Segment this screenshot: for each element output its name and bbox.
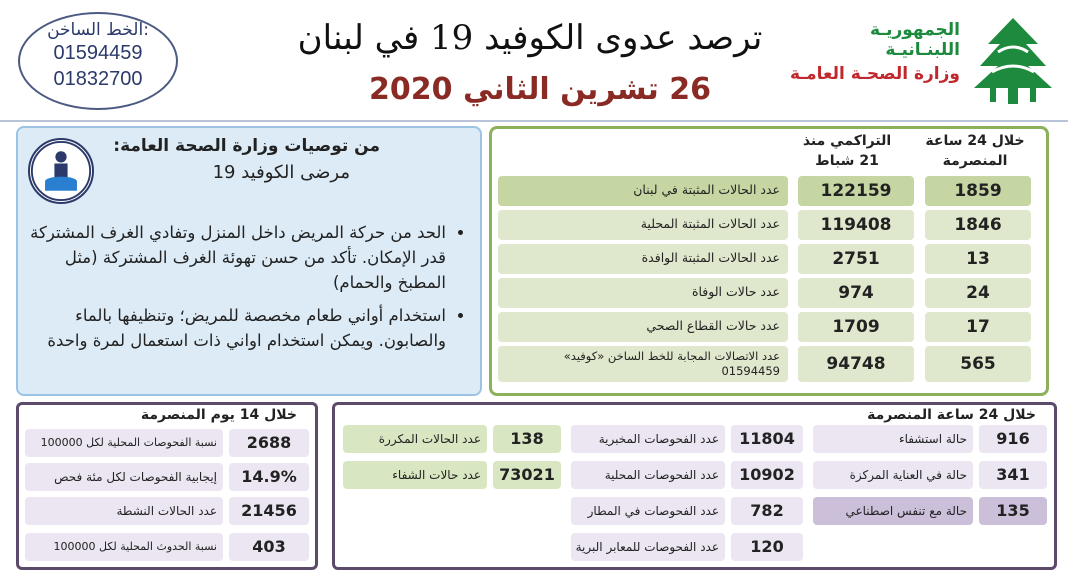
- stat-day-value: 1846: [925, 210, 1031, 240]
- stat-day-value: 24: [925, 278, 1031, 308]
- cedar-logo-icon: [968, 14, 1058, 106]
- metric-label: نسبة الحدوث المحلية لكل 100000: [25, 533, 223, 561]
- stat-day-value: 13: [925, 244, 1031, 274]
- stat-cum-value: 119408: [798, 210, 914, 240]
- header-divider: [0, 120, 1068, 122]
- page-title: ترصد عدوى الكوفيد 19 في لبنان: [297, 18, 763, 58]
- tests-label: عدد الفحوصات في المطار: [571, 497, 725, 525]
- hospital-value: 916: [979, 425, 1047, 453]
- metric-label: عدد الحالات النشطة: [25, 497, 223, 525]
- stat-day-value: 565: [925, 346, 1031, 382]
- metric-value: 14.9%: [229, 463, 309, 491]
- ministry-label: وزارة الصحـة العامـة: [789, 64, 960, 84]
- hotline-badge: [18, 12, 178, 110]
- hospital-value: 135: [979, 497, 1047, 525]
- metric-value: 403: [229, 533, 309, 561]
- metric-label: إيجابية الفحوصات لكل مئة فحص: [25, 463, 223, 491]
- col-header-cumulative: التراكمي منذ 21 شباط: [802, 133, 892, 169]
- other-label: عدد الحالات المكررة: [343, 425, 487, 453]
- other-label: عدد حالات الشفاء: [343, 461, 487, 489]
- stat-label: عدد الحالات المثبتة في لبنان: [498, 176, 788, 206]
- tests-value: 782: [731, 497, 803, 525]
- tests-value: 11804: [731, 425, 803, 453]
- stat-label: عدد الحالات المثبتة المحلية: [498, 210, 788, 240]
- advice-heading: من توصيات وزارة الصحة العامة:: [113, 136, 380, 156]
- hotline-label: الخط الساخن:: [47, 20, 149, 40]
- stat-cum-value: 974: [798, 278, 914, 308]
- tests-value: 120: [731, 533, 803, 561]
- patient-isolation-icon: [28, 138, 94, 204]
- hotline-number: 01832700: [53, 68, 143, 90]
- advice-subheading: مرضى الكوفيد 19: [212, 162, 350, 183]
- report-date: 26 تشرين الثاني 2020: [369, 72, 711, 107]
- stat-cum-value: 2751: [798, 244, 914, 274]
- list-item: • استخدام أواني طعام مخصصة للمريض؛ وتنظيفها بالماء والصابون. ويمكن استخدام اواني ذات استعمال لمرة واحدة: [28, 303, 446, 353]
- republic-label: الجمهوريـة اللبنـانيـة: [869, 20, 960, 60]
- hospital-value: 341: [979, 461, 1047, 489]
- tests-value: 10902: [731, 461, 803, 489]
- other-value: 138: [493, 425, 561, 453]
- stat-day-value: 17: [925, 312, 1031, 342]
- stat-label: عدد حالات الوفاة: [498, 278, 788, 308]
- last-14-days-panel: [16, 402, 318, 570]
- hospital-label: حالة في العناية المركزة: [813, 461, 973, 489]
- metric-value: 21456: [229, 497, 309, 525]
- stat-cum-value: 94748: [798, 346, 914, 382]
- box24-heading: خلال 24 ساعة المنصرمة: [867, 407, 1036, 423]
- ministry-name: [790, 20, 960, 84]
- cases-stats-panel: [489, 126, 1049, 396]
- stat-label: عدد حالات القطاع الصحي: [498, 312, 788, 342]
- stat-day-value: 1859: [925, 176, 1031, 206]
- tests-label: عدد الفحوصات للمعابر البرية: [571, 533, 725, 561]
- other-value: 73021: [493, 461, 561, 489]
- metric-value: 2688: [229, 429, 309, 457]
- tests-label: عدد الفحوصات المخبرية: [571, 425, 725, 453]
- list-item: • الحد من حركة المريض داخل المنزل وتفادي الغرف المشتركة قدر الإمكان. تأكد من حسن تهوئة الغرف المشتركة (مثل المطبخ والحمام): [28, 220, 446, 295]
- hospital-label: حالة استشفاء: [813, 425, 973, 453]
- metric-label: نسبة الفحوصات المحلية لكل 100000: [25, 429, 223, 457]
- stat-cum-value: 1709: [798, 312, 914, 342]
- hospital-label: حالة مع تنفس اصطناعي: [813, 497, 973, 525]
- advice-list: [28, 220, 468, 361]
- stat-label: عدد الحالات المثبتة الوافدة: [498, 244, 788, 274]
- stat-label: عدد الاتصالات المجابة للخط الساخن «كوفيد» 01594459: [498, 346, 788, 382]
- box14-heading: خلال 14 يوم المنصرمة: [140, 407, 297, 423]
- hotline-number: 01594459: [53, 42, 143, 64]
- col-header-24h: خلال 24 ساعة المنصرمة: [925, 133, 1025, 169]
- stat-cum-value: 122159: [798, 176, 914, 206]
- advice-panel: [16, 126, 482, 396]
- last-24-hours-panel: [332, 402, 1057, 570]
- tests-label: عدد الفحوصات المحلية: [571, 461, 725, 489]
